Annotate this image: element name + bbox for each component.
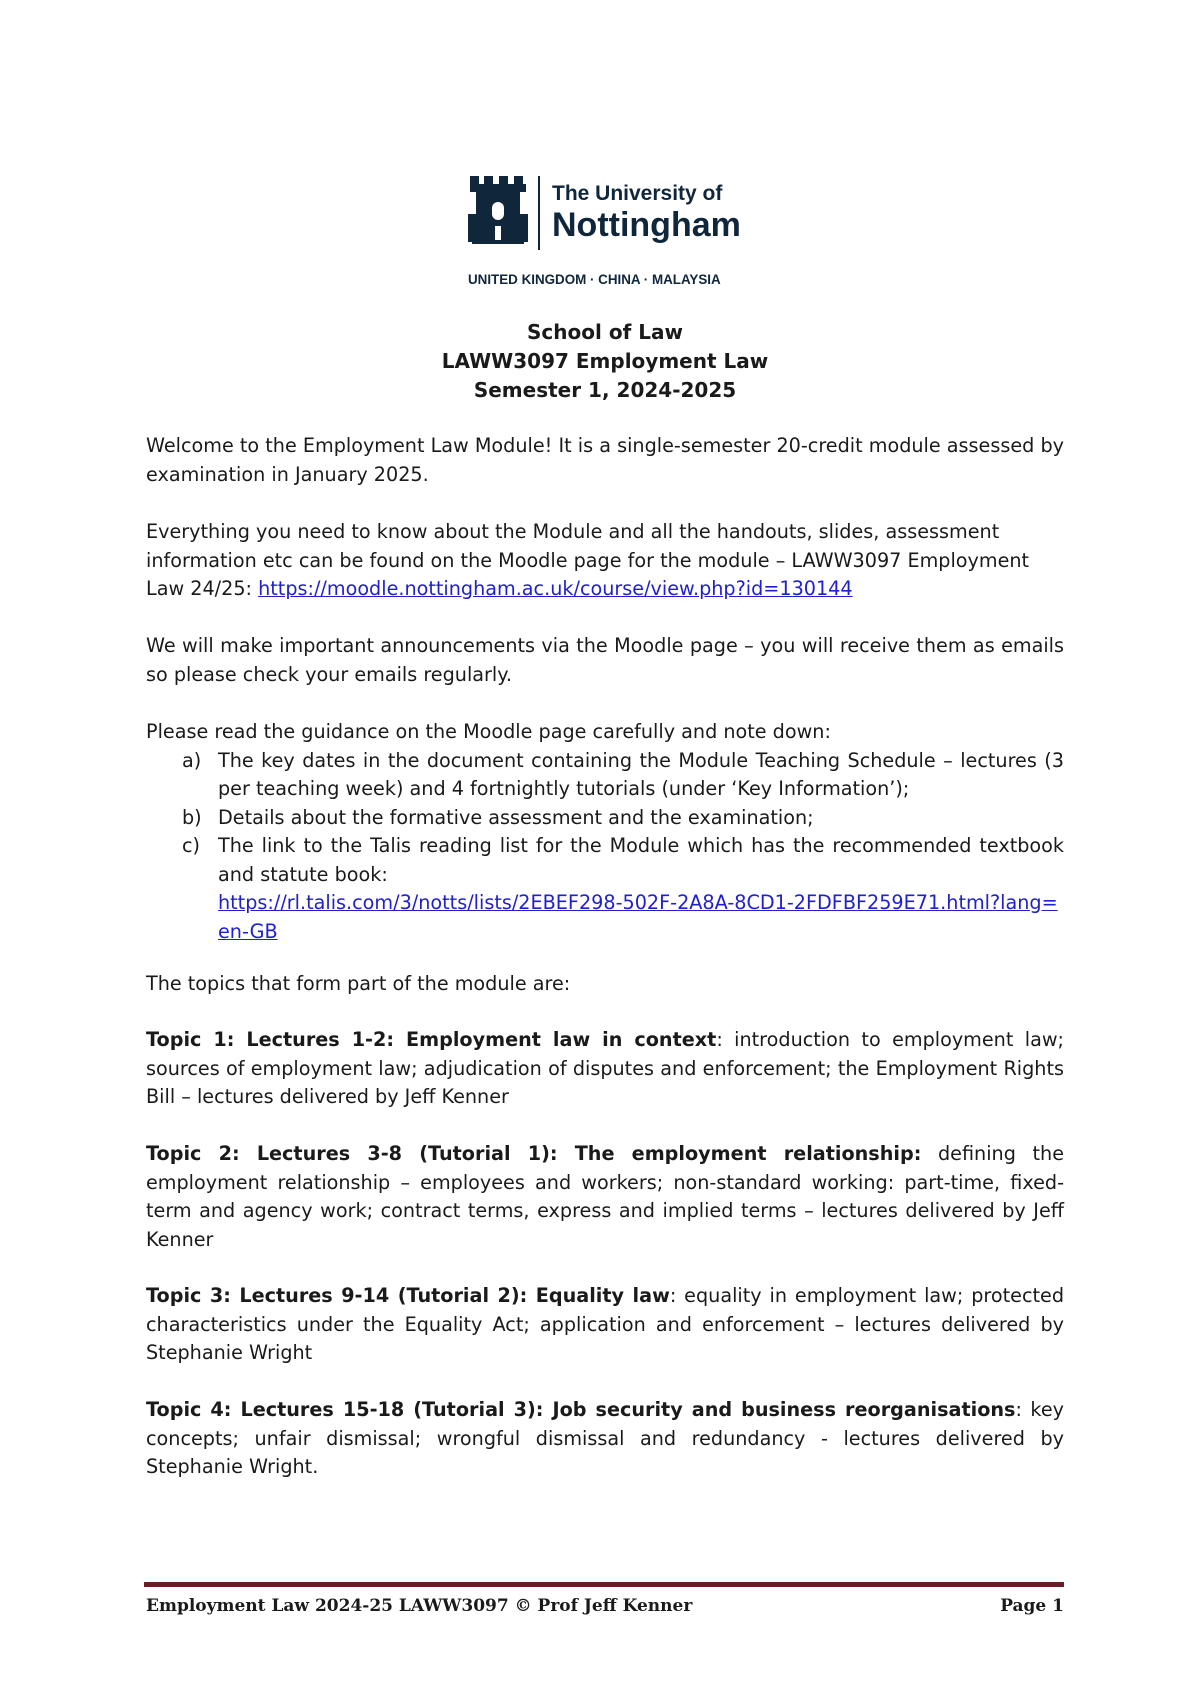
page-number: Page 1 — [1000, 1596, 1064, 1616]
topics-intro — [146, 970, 1064, 999]
university-logo — [468, 176, 750, 292]
footer-rule — [144, 1582, 1064, 1587]
topic-label: Topic 1: Lectures 1-2: Employment law in context — [146, 1028, 717, 1051]
footer-left-text: Employment Law 2024-25 LAWW3097 © Prof Jeff Kenner — [146, 1596, 693, 1616]
topic-label: Topic 2: Lectures 3-8 (Tutorial 1): The employment relationship: — [146, 1142, 922, 1165]
topic-label: Topic 4: Lectures 15-18 (Tutorial 3): Job security and business reorganisations — [146, 1398, 1016, 1421]
document-heading — [146, 318, 1064, 405]
guidance-text: Please read the guidance on the Moodle page carefully and note down: — [146, 720, 831, 743]
logo-tagline: UNITED KINGDOM · CHINA · MALAYSIA — [468, 272, 721, 287]
list-item-text: The key dates in the document containing the Module Teaching Schedule – lectures (3 per teaching week) and 4 fortnightly tutorials (under ‘Key Information’); — [218, 748, 1064, 800]
topic-label: Topic 3: Lectures 9-14 (Tutorial 2): Equality law — [146, 1284, 670, 1307]
semester-label: Semester 1, 2024-2025 — [473, 378, 737, 402]
list-marker: c) — [182, 834, 201, 857]
topic-1 — [146, 1026, 1064, 1112]
topic-text: : key concepts; unfair dismissal; wrongful dismissal and redundancy - lectures delivered by Stephanie Wright. — [146, 1398, 1064, 1478]
topic-text: defining the employment relationship – employees and workers; non-standard working: part-time, fixed-term and agency work; contract terms, express and implied terms – lectures delivered by Jeff Kenner — [146, 1142, 1064, 1251]
moodle-paragraph — [146, 518, 1064, 604]
guidance-paragraph — [146, 718, 1064, 946]
topic-2 — [146, 1140, 1064, 1254]
list-item-text: The link to the Talis reading list for the Module which has the recommended textbook and statute book: — [218, 834, 1064, 886]
moodle-intro-text: Everything you need to know about the Module and all the handouts, slides, assessment information etc can be found on the Moodle page for the module – LAWW3097 Employment Law 24/25: — [146, 520, 1030, 600]
list-marker: b) — [182, 805, 202, 829]
moodle-link[interactable]: https://moodle.nottingham.ac.uk/course/view.php?id=130144 — [258, 577, 853, 600]
module-title: LAWW3097 Employment Law — [441, 349, 769, 373]
castle-crest-icon — [468, 176, 750, 292]
talis-link[interactable]: https://rl.talis.com/3/notts/lists/2EBEF298-502F-2A8A-8CD1-2FDFBF259E71.html?lang=en-GB — [218, 891, 1058, 943]
announcements-paragraph — [146, 632, 1064, 689]
list-item — [146, 747, 1064, 804]
topic-3 — [146, 1282, 1064, 1368]
list-marker: a) — [182, 748, 202, 772]
logo-line2: Nottingham — [552, 206, 741, 244]
topic-4 — [146, 1396, 1064, 1482]
page-footer — [146, 1596, 1064, 1616]
topic-text: : introduction to employment law; sources of employment law; adjudication of disputes and enforcement; the Employment Rights Bill – lectures delivered by Jeff Kenner — [146, 1028, 1065, 1108]
school-name: School of Law — [527, 320, 683, 344]
list-item-text: Details about the formative assessment and the examination; — [218, 805, 814, 829]
list-item — [146, 832, 1064, 946]
guidance-list — [146, 747, 1064, 947]
logo-line1: The University of — [552, 182, 723, 205]
topic-text: : equality in employment law; protected characteristics under the Equality Act; application and enforcement – lectures delivered by Stephanie Wright — [146, 1284, 1065, 1364]
welcome-paragraph — [146, 432, 1064, 489]
welcome-text: Welcome to the Employment Law Module! It is a single-semester 20-credit module assessed by examination in January 2025. — [146, 434, 1064, 486]
list-item — [146, 804, 1064, 833]
announcements-text: We will make important announcements via the Moodle page – you will receive them as emails so please check your emails regularly. — [146, 634, 1064, 686]
topics-intro-text: The topics that form part of the module are: — [146, 972, 571, 995]
